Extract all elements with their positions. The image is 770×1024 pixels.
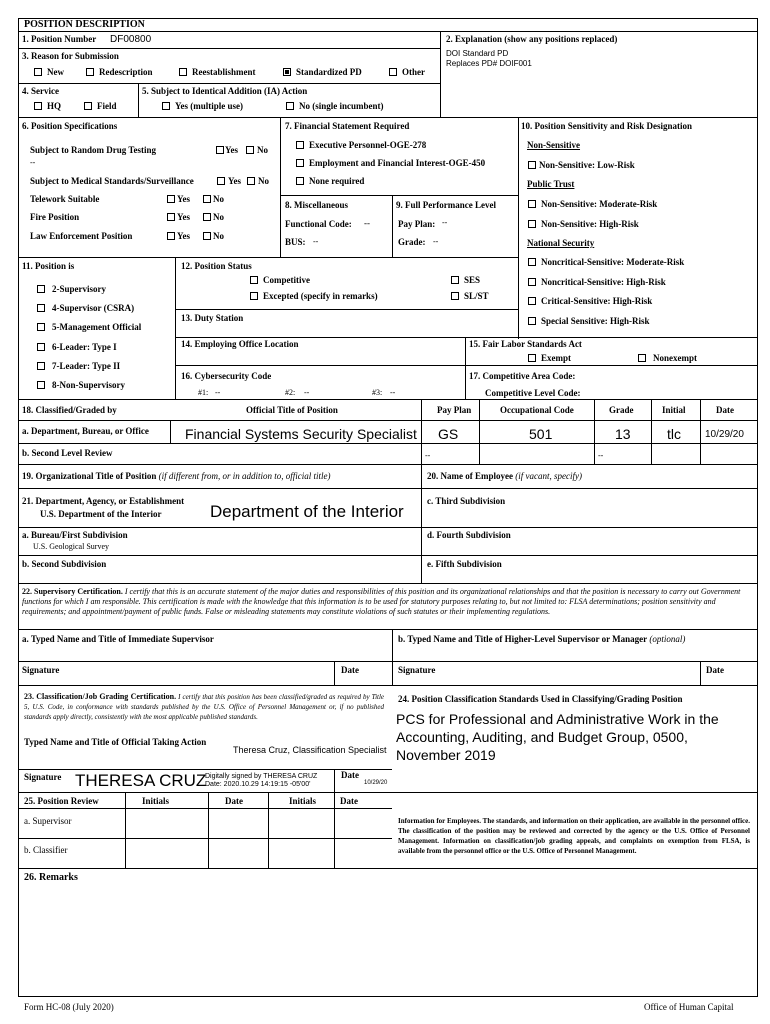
telework-yes-checkbox[interactable]	[167, 195, 175, 203]
ses-label: SES	[464, 275, 481, 285]
national-security-heading	[527, 239, 594, 248]
date-22a-label: Date	[341, 665, 359, 675]
moderate-risk-label: Non-Sensitive: Moderate-Risk	[541, 199, 658, 209]
none-required-checkbox[interactable]	[296, 177, 304, 185]
flsa-nonexempt-checkbox[interactable]	[638, 354, 646, 362]
drug-testing-label: Subject to Random Drug Testing	[30, 145, 157, 155]
date-value-18[interactable]: 10/29/20	[705, 429, 744, 440]
non-sensitive-heading	[527, 141, 580, 150]
bus-value[interactable]: --	[313, 237, 319, 246]
field-18-label: 18. Classified/Graded by	[22, 405, 117, 415]
classification-standards-value[interactable]: PCS for Professional and Administrative Work in the Accounting, Auditing, and Budget Group, 0500, November 2019	[396, 711, 719, 763]
flsa-exempt-label: Exempt	[541, 353, 571, 363]
field-8-label: 8. Miscellaneous	[285, 200, 348, 210]
pay-plan-value-18[interactable]: GS	[438, 426, 459, 442]
law-label: Law Enforcement Position	[30, 231, 133, 241]
oge450-label: Employment and Financial Interest-OGE-450	[309, 158, 486, 168]
col-official-title: Official Title of Position	[246, 405, 338, 415]
service-field-checkbox[interactable]	[84, 102, 92, 110]
law-yes-checkbox[interactable]	[167, 232, 175, 240]
pos-7-label: 7-Leader: Type II	[52, 361, 121, 371]
law-no-label: No	[213, 231, 224, 241]
reason-standardized-checkbox[interactable]	[283, 68, 291, 76]
slst-checkbox[interactable]	[451, 292, 459, 300]
field-1-label: 1. Position Number	[22, 34, 97, 44]
pos-8-label: 8-Non-Supervisory	[52, 380, 126, 390]
critical-high-label: Critical-Sensitive: High-Risk	[541, 296, 653, 306]
field-23-text: I certify that this position has been classified/graded as required by Title 5, U.S. Code, in conformance with standards published by the U.S. Office of Personnel Management or, if no published standards apply directly, consistently with the most applicable published standards.	[24, 693, 385, 721]
field-24-label: 24. Position Classification Standards Used in Classifying/Grading Position	[398, 694, 683, 704]
law-yes-label: Yes	[177, 231, 190, 241]
pos-6-checkbox[interactable]	[37, 343, 45, 351]
fire-yes-checkbox[interactable]	[167, 213, 175, 221]
second-review-pay[interactable]: --	[425, 451, 431, 460]
field-9-label: 9. Full Performance Level	[396, 200, 496, 210]
service-field-label: Field	[97, 101, 117, 111]
telework-no-checkbox[interactable]	[203, 195, 211, 203]
field-10-label: 10. Position Sensitivity and Risk Designation	[521, 121, 693, 131]
date-col-2: Date	[340, 796, 358, 806]
department-large[interactable]: Department of the Interior	[210, 502, 404, 521]
functional-code-value[interactable]: --	[364, 218, 370, 228]
col-pay-plan: Pay Plan	[437, 405, 472, 415]
field-22b-label: b. Typed Name and Title of Higher-Level Supervisor or Manager	[398, 634, 648, 644]
second-review-grade[interactable]: --	[598, 451, 604, 460]
cyber-3-value[interactable]: --	[390, 388, 396, 397]
medical-no-label: No	[258, 176, 269, 186]
bus-label: BUS:	[285, 237, 306, 247]
field-12-label: 12. Position Status	[181, 261, 252, 271]
field-21-label: 21. Department, Agency, or Establishment	[22, 496, 185, 506]
ses-checkbox[interactable]	[451, 276, 459, 284]
field-6-label: 6. Position Specifications	[22, 121, 118, 131]
high-risk-checkbox[interactable]	[528, 220, 536, 228]
low-risk-label: Non-Sensitive: Low-Risk	[539, 160, 635, 170]
nc-moderate-label: Noncritical-Sensitive: Moderate-Risk	[541, 257, 685, 267]
nc-moderate-checkbox[interactable]	[528, 258, 536, 266]
moderate-risk-checkbox[interactable]	[528, 200, 536, 208]
cyber-3-label: #3:	[372, 388, 383, 397]
non-sensitive-heading-text: Non-Sensitive	[527, 140, 581, 150]
drug-no-label: No	[257, 145, 268, 155]
fire-no-label: No	[213, 212, 224, 222]
national-security-heading-text: National Security	[527, 238, 595, 248]
digital-signature-line2: Date: 2020.10.29 14:19:15 -05'00'	[205, 781, 311, 788]
telework-label: Telework Suitable	[30, 194, 100, 204]
drug-testing-value: --	[30, 158, 36, 167]
col-initial: Initial	[662, 405, 686, 415]
field-22b-note: (optional)	[649, 634, 686, 644]
pos-2-checkbox[interactable]	[37, 285, 45, 293]
pay-plan-value[interactable]: --	[442, 218, 448, 227]
drug-yes-checkbox[interactable]	[216, 146, 224, 154]
initials-col-1: Initials	[142, 796, 170, 806]
initials-col-2: Initials	[289, 796, 317, 806]
bureau-value[interactable]: U.S. Geological Survey	[33, 542, 109, 551]
medical-yes-checkbox[interactable]	[217, 177, 225, 185]
grade-label: Grade:	[398, 237, 426, 247]
public-trust-heading	[527, 180, 574, 189]
official-title-value[interactable]: Financial Systems Security Specialist	[185, 426, 417, 442]
date-col-1: Date	[225, 796, 243, 806]
col-date: Date	[716, 405, 734, 415]
digital-signature-line1: Digitally signed by THERESA CRUZ	[205, 773, 318, 780]
fire-yes-label: Yes	[177, 212, 190, 222]
field-16-label: 16. Cybersecurity Code	[181, 371, 272, 381]
special-high-checkbox[interactable]	[528, 317, 536, 325]
field-20-label: 20. Name of Employee	[427, 471, 513, 481]
pos-7-checkbox[interactable]	[37, 362, 45, 370]
medical-no-checkbox[interactable]	[247, 177, 255, 185]
reason-other-label: Other	[402, 67, 425, 77]
field-21e-label: e. Fifth Subdivision	[427, 559, 502, 569]
typed-name-label: Typed Name and Title of Official Taking Action	[24, 737, 207, 747]
fire-label: Fire Position	[30, 212, 80, 222]
field-11-label: 11. Position is	[22, 261, 75, 271]
reason-new-checkbox[interactable]	[34, 68, 42, 76]
form-title: POSITION DESCRIPTION	[24, 19, 145, 30]
competitive-label: Competitive	[263, 275, 310, 285]
field-26-label: 26. Remarks	[24, 872, 78, 883]
field-20	[427, 472, 582, 481]
drug-yes-label: Yes	[225, 145, 238, 155]
department-small: U.S. Department of the Interior	[40, 509, 162, 519]
field-21a-label: a. Bureau/First Subdivision	[22, 530, 128, 540]
service-hq-checkbox[interactable]	[34, 102, 42, 110]
supervisory-certification	[22, 587, 742, 617]
pay-plan-label: Pay Plan:	[398, 219, 436, 229]
flsa-exempt-checkbox[interactable]	[528, 354, 536, 362]
ia-yes-label: Yes (multiple use)	[175, 101, 243, 111]
slst-label: SL/ST	[464, 291, 489, 301]
field-25-label: 25. Position Review	[24, 796, 99, 806]
reason-redescription-label: Redescription	[99, 67, 153, 77]
signature-name: THERESA CRUZ	[75, 771, 207, 790]
reason-redescription-checkbox[interactable]	[86, 68, 94, 76]
oge278-label: Executive Personnel-OGE-278	[309, 140, 427, 150]
functional-code-label: Functional Code:	[285, 219, 352, 229]
special-high-label: Special Sensitive: High-Risk	[541, 316, 650, 326]
field-2-label: 2. Explanation (show any positions replaced)	[446, 34, 618, 44]
cyber-2-value[interactable]: --	[304, 388, 310, 397]
col-occupational-code: Occupational Code	[500, 405, 574, 415]
field-22-text: I certify that this is an accurate statement of the major duties and responsibilities of this position and its organizational relationships and that the position is necessary to carry out Government functions for which I am responsible. This certification is made with the knowledge that this information is to be used for statutory purposes relating to, but not limited to: FLSA determinations; position sensitivity and requirements; and appointment/payment of public funds. False or misleading statements may constitute violations of such statutes or their implementing regulations.	[22, 587, 741, 616]
grade-value[interactable]: --	[433, 237, 439, 246]
reason-reestablishment-checkbox[interactable]	[179, 68, 187, 76]
field-23-label: 23. Classification/Job Grading Certification.	[24, 692, 177, 701]
excepted-checkbox[interactable]	[250, 292, 258, 300]
law-no-checkbox[interactable]	[203, 232, 211, 240]
initial-value[interactable]: tlc	[667, 426, 681, 442]
drug-no-checkbox[interactable]	[246, 146, 254, 154]
critical-high-checkbox[interactable]	[528, 297, 536, 305]
field-4-label: 4. Service	[22, 86, 59, 96]
field-19-note: (if different from, or in addition to, official title)	[158, 471, 331, 481]
field-14-label: 14. Employing Office Location	[181, 339, 299, 349]
field-22a-label: a. Typed Name and Title of Immediate Supervisor	[22, 634, 214, 644]
nc-high-label: Noncritical-Sensitive: High-Risk	[541, 277, 666, 287]
fire-no-checkbox[interactable]	[203, 213, 211, 221]
none-required-label: None required	[309, 176, 365, 186]
ia-yes-checkbox[interactable]	[162, 102, 170, 110]
occupational-code-value[interactable]: 501	[529, 426, 553, 442]
footer-office: Office of Human Capital	[644, 1002, 734, 1012]
service-hq-label: HQ	[47, 101, 62, 111]
row-a-label: a. Department, Bureau, or Office	[22, 426, 149, 436]
telework-yes-label: Yes	[177, 194, 190, 204]
oge278-checkbox[interactable]	[296, 141, 304, 149]
reason-new-label: New	[47, 67, 64, 77]
pos-4-checkbox[interactable]	[37, 304, 45, 312]
ia-no-label: No (single incumbent)	[299, 101, 384, 111]
reason-reestablishment-label: Reestablishment	[192, 67, 256, 77]
row-b-label: b. Second Level Review	[22, 448, 113, 458]
nc-high-checkbox[interactable]	[528, 278, 536, 286]
typed-name-value[interactable]: Theresa Cruz, Classification Specialist	[233, 745, 387, 755]
pos-2-label: 2-Supervisory	[52, 284, 106, 294]
field-22b	[398, 635, 685, 644]
grade-value-18[interactable]: 13	[615, 426, 631, 442]
competitive-checkbox[interactable]	[250, 276, 258, 284]
field-7-label: 7. Financial Statement Required	[285, 121, 410, 131]
field-20-note: (if vacant, specify)	[515, 471, 582, 481]
field-17-label: 17. Competitive Area Code:	[469, 371, 576, 381]
cyber-2-label: #2:	[285, 388, 296, 397]
sig-23-label: Signature	[24, 772, 62, 782]
pos-4-label: 4-Supervisor (CSRA)	[52, 303, 135, 313]
sig-22a-label: Signature	[22, 665, 60, 675]
ia-no-checkbox[interactable]	[286, 102, 294, 110]
medical-yes-label: Yes	[228, 176, 241, 186]
field-19	[22, 472, 331, 481]
low-risk-checkbox[interactable]	[528, 161, 536, 169]
field-5-label: 5. Subject to Identical Addition (IA) Action	[142, 86, 308, 96]
field-21c-label: c. Third Subdivision	[427, 496, 506, 506]
date-23-value[interactable]: 10/29/20	[364, 780, 388, 786]
field-21d-label: d. Fourth Subdivision	[427, 530, 511, 540]
pos-8-checkbox[interactable]	[37, 381, 45, 389]
field-21b-label: b. Second Subdivision	[22, 559, 107, 569]
pos-6-label: 6-Leader: Type I	[52, 342, 117, 352]
position-number[interactable]: DF00800	[110, 34, 152, 45]
field-22-label: 22. Supervisory Certification.	[22, 587, 123, 596]
reason-standardized-label: Standardized PD	[296, 67, 362, 77]
employee-information: Information for Employees. The standards, and information on their application, are available in the personnel office. The classification of the position may be reviewed and corrected by the agency or the U.S. Office of Personnel Management. Information on classification/job grading appeals, and complaints on exemption from FLSA, is available from the personnel office or the U.S. Office of Personnel Management.	[398, 817, 750, 855]
oge450-checkbox[interactable]	[296, 159, 304, 167]
pos-5-checkbox[interactable]	[37, 323, 45, 331]
classification-certification	[24, 692, 384, 722]
footer-form-number: Form HC-08 (July 2020)	[24, 1002, 114, 1012]
cyber-1-value[interactable]: --	[215, 388, 221, 397]
medical-label: Subject to Medical Standards/Surveillance	[30, 176, 194, 186]
field-19-label: 19. Organizational Title of Position	[22, 471, 157, 481]
excepted-label: Excepted (specify in remarks)	[263, 291, 378, 301]
review-classifier-label: b. Classifier	[24, 845, 68, 855]
public-trust-heading-text: Public Trust	[527, 179, 575, 189]
col-grade: Grade	[609, 405, 634, 415]
flsa-nonexempt-label: Nonexempt	[653, 353, 697, 363]
competitive-level-label: Competitive Level Code:	[485, 388, 581, 398]
cyber-1-label: #1:	[198, 388, 209, 397]
sig-22b-label: Signature	[398, 665, 436, 675]
reason-other-checkbox[interactable]	[389, 68, 397, 76]
review-supervisor-label: a. Supervisor	[24, 816, 72, 826]
date-22b-label: Date	[706, 665, 724, 675]
explanation-line2[interactable]: Replaces PD# DOIF001	[446, 59, 532, 68]
pos-5-label: 5-Management Official	[52, 322, 142, 332]
high-risk-label: Non-Sensitive: High-Risk	[541, 219, 639, 229]
field-15-label: 15. Fair Labor Standards Act	[469, 339, 582, 349]
explanation-line1[interactable]: DOI Standard PD	[446, 49, 509, 58]
telework-no-label: No	[213, 194, 224, 204]
field-3-label: 3. Reason for Submission	[22, 51, 119, 61]
field-13-label: 13. Duty Station	[181, 313, 244, 323]
date-23-label: Date	[341, 770, 359, 780]
